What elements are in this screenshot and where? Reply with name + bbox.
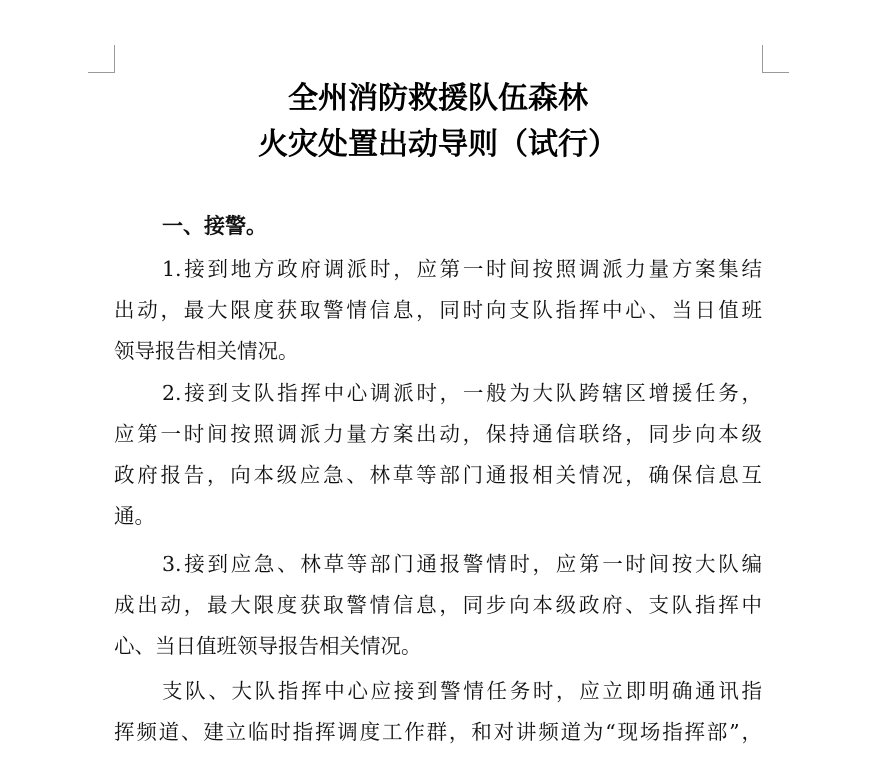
crop-mark-top-left [88, 72, 115, 73]
title-line-2: 火灾处置出动导则（试行） [258, 127, 618, 162]
crop-mark-top-right [762, 72, 789, 73]
title-line-1: 全州消防救援队伍森林 [288, 81, 588, 116]
paragraph-line: 挥频道、建立临时指挥调度工作群，和对讲频道为“现场指挥部”， [114, 720, 762, 744]
paragraph-3 [114, 544, 762, 667]
paragraph-line: 3.接到应急、林草等部门通报警情时，应第一时间按大队编 [162, 552, 762, 576]
paragraph-4 [114, 671, 762, 753]
paragraph-1 [114, 249, 762, 372]
paragraph-line: 通。 [114, 504, 155, 528]
document-title [114, 76, 762, 168]
paragraph-2 [114, 373, 762, 537]
section-heading: 一、接警。 [162, 214, 267, 238]
paragraph-line: 领导报告相关情况。 [114, 339, 299, 363]
paragraph-line: 政府报告，向本级应急、林草等部门通报相关情况，确保信息互 [114, 463, 762, 487]
paragraph-line: 1.接到地方政府调派时，应第一时间按照调派力量方案集结 [162, 257, 762, 281]
paragraph-line: 成出动，最大限度获取警情信息，同步向本级政府、支队指挥中 [114, 593, 762, 617]
crop-mark-top-left [114, 45, 115, 73]
paragraph-line: 应第一时间按照调派力量方案出动，保持通信联络，同步向本级 [114, 422, 762, 446]
crop-mark-top-right [762, 45, 763, 73]
paragraph-line: 心、当日值班领导报告相关情况。 [114, 634, 422, 658]
paragraph-line: 支队、大队指挥中心应接到警情任务时，应立即明确通讯指 [162, 679, 762, 703]
paragraph-line: 2.接到支队指挥中心调派时，一般为大队跨辖区增援任务， [162, 381, 762, 405]
paragraph-line: 出动，最大限度获取警情信息，同时向支队指挥中心、当日值班 [114, 298, 762, 322]
